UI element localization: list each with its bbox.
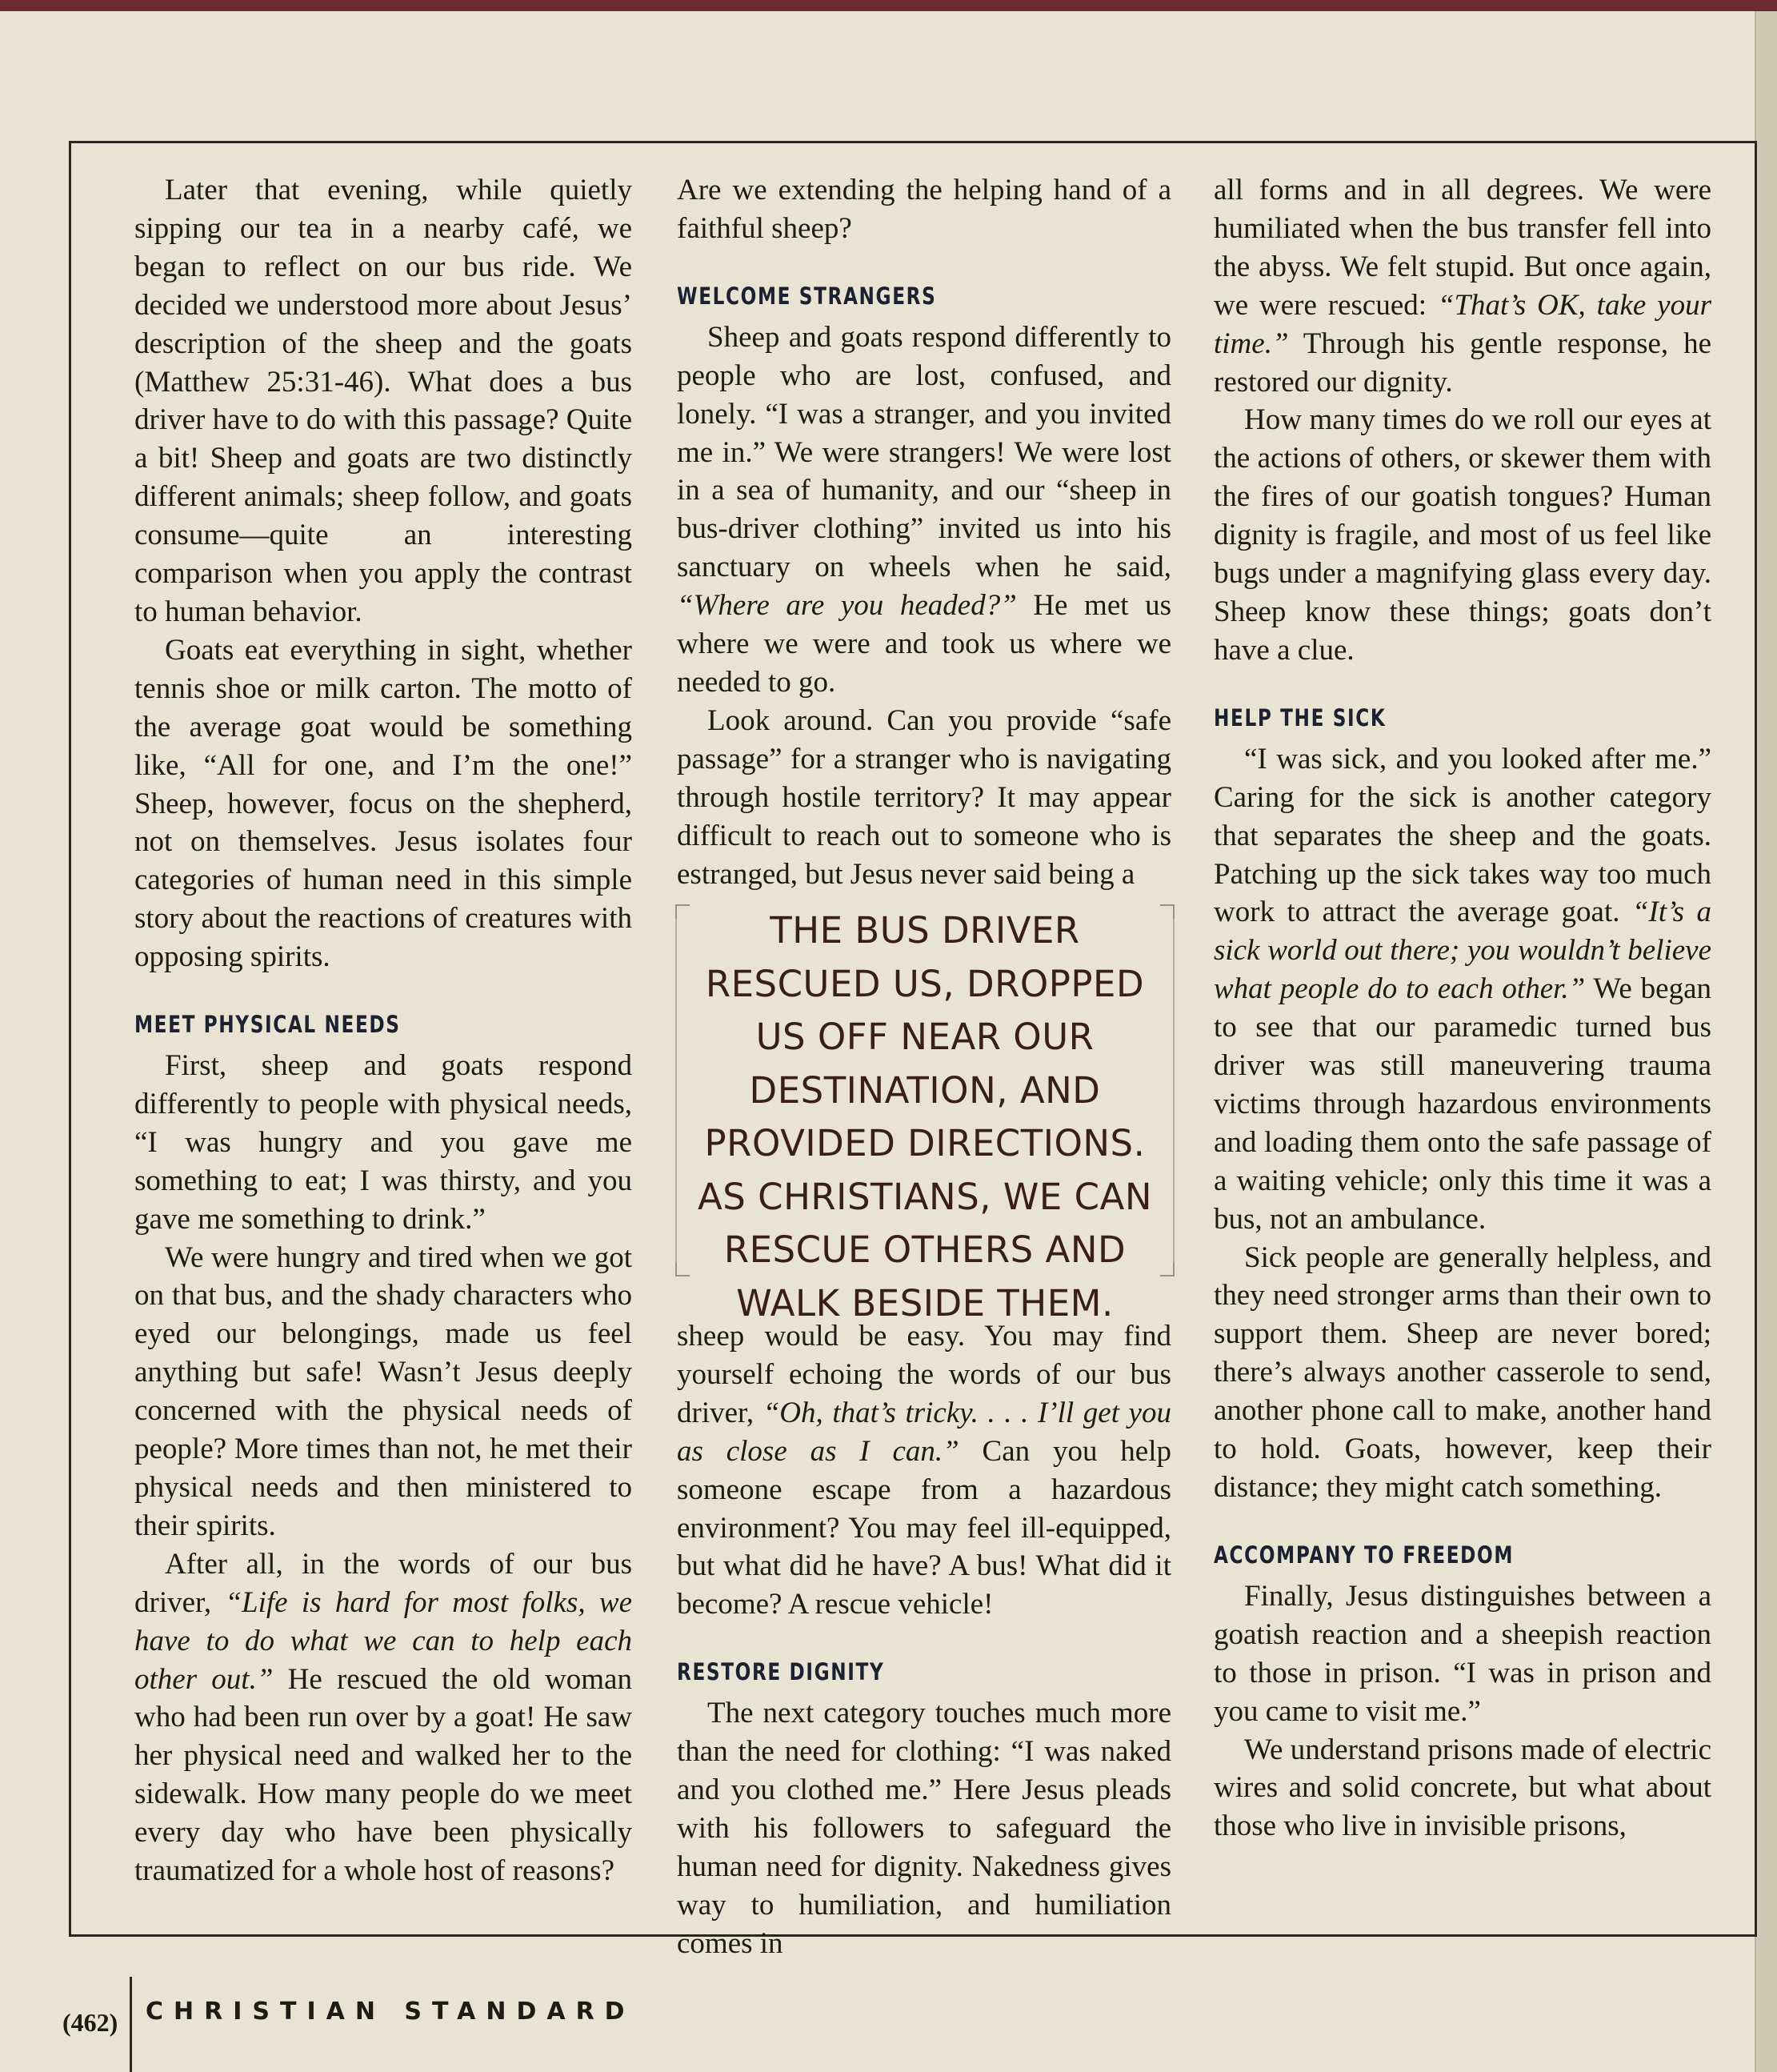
- page-right-edge: [1755, 11, 1777, 2072]
- text-run: Can you help someone escape from a hazardous environment? You may feel ill-equipped, but what did he have? A bus! What did it become? A rescue vehicle!: [677, 1434, 1171, 1621]
- pull-quote-corner: [675, 1262, 690, 1276]
- paragraph: Are we extending the helping hand of a faithful sheep?: [677, 174, 1171, 245]
- italic-quote: “Oh, that’s tricky. . . . I’ll get you as close as I can.”: [677, 1396, 1171, 1468]
- paragraph: We were hungry and tired when we got on that bus, and the shady characters who eyed our belongings, made us feel anything but safe! Wasn’t Jesus deeply concerned with the physical needs of people? More times than not, he met their physical needs and then ministered to their spirits.: [134, 1240, 632, 1542]
- text-run: all forms and in all degrees. We were humiliated when the bus transfer fell into the abyss. We felt stupid. But once again, we were rescued:: [1214, 174, 1711, 322]
- column-2-bottom: [677, 1317, 1171, 1963]
- pull-quote-text: THE BUS DRIVER RESCUED US, DROPPED US OFF NEAR OUR DESTINATION, AND PROVIDED DIRECTIONS. AS CHRISTIANS, WE CAN RESCUE OTHERS AND WALK BESIDE THEM.: [698, 909, 1152, 1325]
- pull-quote-corner: [675, 904, 690, 919]
- page-number: (462): [62, 2008, 118, 2037]
- column-1: [134, 171, 632, 1890]
- text-run: We began to see that our paramedic turned bus driver was still maneuvering trauma victims through hazardous environments and loading them onto the safe passage of a waiting vehicle; only this time it was a bus, not an ambulance.: [1214, 972, 1711, 1236]
- italic-quote: “Where are you headed?”: [677, 589, 1017, 623]
- paragraph: Sick people are generally helpless, and they need stronger arms than their own to support them. Sheep are never bored; there’s always another casserole to send, another phone call to make, another hand to hold. Goats, however, keep their distance; they might catch something.: [1214, 1240, 1711, 1504]
- paragraph: We understand prisons made of electric wires and solid concrete, but what about those who live in invisible prisons,: [1214, 1733, 1711, 1843]
- paragraph: How many times do we roll our eyes at the actions of others, or skewer them with the fires of our goatish tongues? Human dignity is fragile, and most of us feel like bugs under a magnifying glass every day. Sheep know these things; goats don’t have a clue.: [1214, 403, 1711, 667]
- pull-quote-corner: [1160, 904, 1175, 919]
- paragraph: Goats eat everything in sight, whether tennis shoe or milk carton. The motto of the average goat would be something like, “All for one, and I’m the one!” Sheep, however, focus on the shepherd, not on themselves. Jesus isolates four categories of human need in this simple story about the reactions of creatures with opposing spirits.: [134, 633, 632, 974]
- column-3: [1214, 171, 1711, 1846]
- pull-quote-box: [675, 904, 1175, 1325]
- paragraph: First, sheep and goats respond differently to people with physical needs, “I was hungry and you gave me something to eat; I was thirsty, and you gave me something to drink.”: [134, 1049, 632, 1236]
- italic-quote: “Life is hard for most folks, we have to do what we can to help each other out.”: [134, 1585, 632, 1696]
- italic-quote: “It’s a sick world out there; you wouldn’t believe what people do to each other.”: [1214, 896, 1711, 1006]
- paragraph: The next category touches much more than the need for clothing: “I was naked and you clothed me.” Here Jesus pleads with his followers to safeguard the human need for dignity. Nakedness gives way to humiliation, and humiliation comes in: [677, 1697, 1171, 1960]
- paragraph: [677, 319, 1171, 702]
- paragraph: Look around. Can you provide “safe passage” for a stranger who is navigating through hostile territory? It may appear difficult to reach out to someone who is estranged, but Jesus never said being a: [677, 703, 1171, 891]
- paragraph: [1214, 740, 1711, 1239]
- paragraph: Later that evening, while quietly sipping our tea in a nearby café, we began to reflect on our bus ride. We decided we understood more about Jesus’ description of the sheep and the goats (Matthew 25:31-46). What does a bus driver have to do with this passage? Quite a bit! Sheep and goats are two distinctly different animals; sheep follow, and goats consume—quite an interesting comparison when you apply the contrast to human behavior.: [134, 174, 632, 628]
- paragraph: Finally, Jesus distinguishes between a goatish reaction and a sheepish reaction to those in prison. “I was in prison and you came to visit me.”: [1214, 1579, 1711, 1728]
- text-run: Through his gentle response, he restored our dignity.: [1214, 327, 1711, 399]
- section-heading: HELP THE SICK: [1214, 703, 1387, 731]
- section-heading: RESTORE DIGNITY: [677, 1658, 885, 1686]
- text-run: He rescued the old woman who had been run over by a goat! He saw her physical need and walked her to the sidewalk. How many people do we meet every day who have been physically traumatized for a whole host of reasons?: [134, 1662, 632, 1888]
- section-heading: ACCOMPANY TO FREEDOM: [1214, 1541, 1515, 1569]
- pull-quote-border-left: [675, 904, 677, 1276]
- paragraph: [134, 1545, 632, 1890]
- magazine-title: CHRISTIAN STANDARD: [146, 1998, 635, 2026]
- text-run: Sheep and goats respond differently to people who are lost, confused, and lonely. “I was a stranger, and you invited me in.” We were strangers! We were lost in a sea of humanity, and our “sheep in bus-driver clothing” invited us into his sanctuary on wheels when he said,: [677, 320, 1171, 584]
- section-heading: MEET PHYSICAL NEEDS: [134, 1011, 401, 1039]
- text-run: “I was sick, and you looked after me.” Caring for the sick is another category that separates the sheep and the goats. Patching up the sick takes way too much work to attract the average goat.: [1214, 742, 1711, 929]
- italic-quote: “That’s OK, take your time.”: [1214, 288, 1711, 360]
- section-heading: WELCOME STRANGERS: [677, 282, 937, 310]
- footer-divider: [130, 1977, 132, 2072]
- paragraph: [677, 1317, 1171, 1624]
- text-run: He met us where we were and took us where we needed to go.: [677, 589, 1171, 699]
- text-run: sheep would be easy. You may find yourself echoing the words of our bus driver,: [677, 1320, 1171, 1429]
- paragraph: [1214, 171, 1711, 401]
- text-run: After all, in the words of our bus driver,: [134, 1547, 632, 1619]
- page-top-edge: [0, 0, 1777, 11]
- column-2-top: [677, 171, 1171, 893]
- pull-quote-corner: [1160, 1262, 1175, 1276]
- pull-quote-border-right: [1173, 904, 1175, 1276]
